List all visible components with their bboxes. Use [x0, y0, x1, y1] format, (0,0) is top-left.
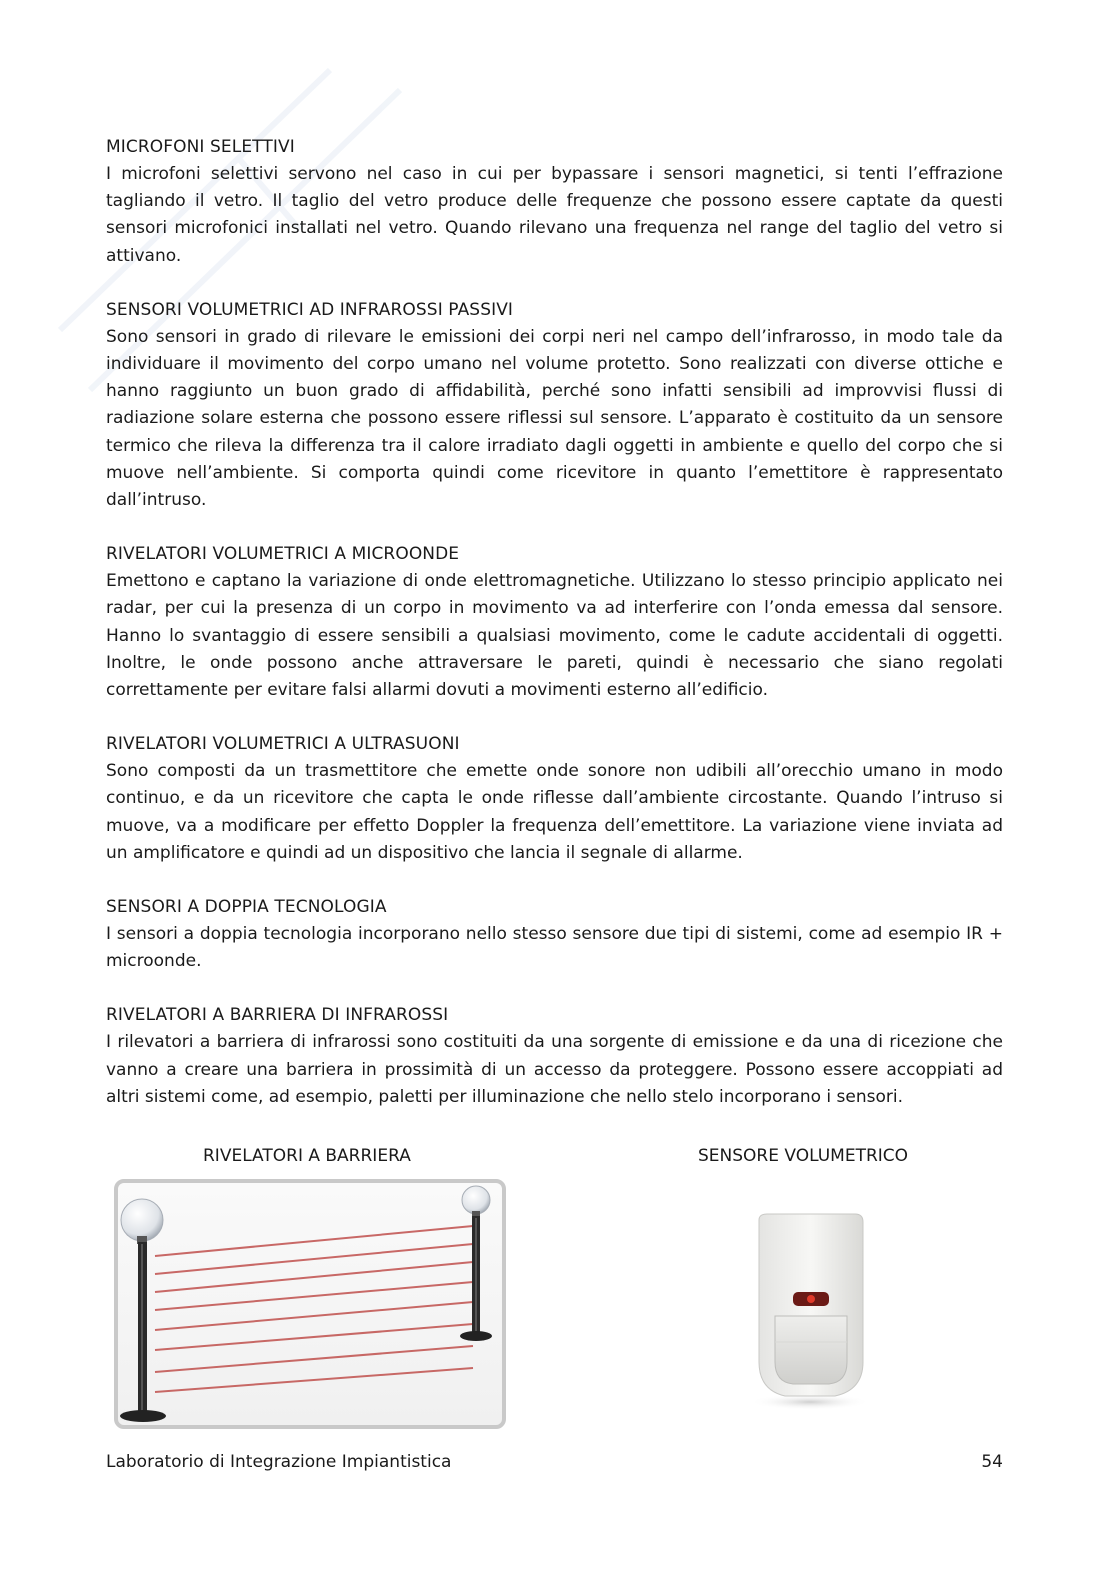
barrier-illustration	[113, 1178, 507, 1430]
section-body: Sono composti da un trasmettitore che emette onde sonore non udibili all’orecchio umano in modo continuo, e da un ricevitore che capta le onde riflesse dall’ambiente circostante. Quando l’intruso si muove, va a modificare per effetto Doppler la frequenza dell’emettitore. La variazione viene inviata ad un amplificatore e quindi ad un dispositivo che lancia il segnale di allarme.	[106, 761, 1003, 863]
section-heading: SENSORI VOLUMETRICI AD INFRAROSSI PASSIVI	[106, 299, 514, 320]
section-heading: MICROFONI SELETTIVI	[106, 137, 295, 157]
pir-sensor-illustration	[745, 1212, 875, 1412]
section-infrarossi-passivi	[106, 297, 1003, 514]
pir-lens	[775, 1316, 847, 1384]
section-ultrasuoni	[106, 731, 1003, 867]
section-doppia-tecnologia	[106, 894, 1003, 975]
section-heading: RIVELATORI A BARRIERA DI INFRAROSSI	[106, 1005, 449, 1026]
led-icon	[807, 1295, 815, 1303]
footer-course-title: Laboratorio di Integrazione Impiantistica	[106, 1452, 452, 1472]
section-body: I rilevatori a barriera di infrarossi sono costituiti da una sorgente di emissione e da una di ricezione che vanno a creare una barriera in prossimità di un accesso da proteggere. Possono essere accoppiati ad altri sistemi come, ad esempio, paletti per illuminazione che nello stelo incorporano i sensori.	[106, 1032, 1003, 1107]
page-footer	[106, 1450, 1003, 1474]
section-body: I microfoni selettivi servono nel caso in cui per bypassare i sensori magnetici, si tenti l’effrazione tagliando il vetro. Il taglio del vetro produce delle frequenze che possono essere captate da questi sensori microfonici installati nel vetro. Quando rilevano una frequenza nel range del taglio del vetro si attivano.	[106, 164, 1003, 266]
section-body: Sono sensori in grado di rilevare le emissioni dei corpi neri nel campo dell’infrarosso, in modo tale da individuare il movimento del corpo umano nel volume protetto. Sono realizzati con diverse ottiche e hanno raggiunto un buon grado di affidabilità, perché sono infatti sensibili ad improvvisi flussi di radiazione solare esterna che possono essere riflessi sul sensore. L’apparato è costituito da un sensore termico che rileva la differenza tra il calore irradiato dagli oggetti in ambiente e quello del corpo che si muove nell’ambiente. Si comporta quindi come ricevitore in quanto l’emettitore è rappresentato dall’intruso.	[106, 326, 1003, 511]
figure-title-barrier: RIVELATORI A BARRIERA	[203, 1146, 411, 1166]
section-heading: RIVELATORI VOLUMETRICI A MICROONDE	[106, 544, 460, 565]
section-microfoni	[106, 134, 1003, 270]
section-microonde	[106, 541, 1003, 704]
page-content	[106, 134, 1003, 1138]
page-number: 54	[981, 1452, 1003, 1472]
section-body: Emettono e captano la variazione di onde elettromagnetiche. Utilizzano lo stesso principio applicato nei radar, per cui la presenza di un corpo in movimento va ad interferire con l’onda emessa dal sensore. Hanno lo svantaggio di essere sensibili a qualsiasi movimento, come le cadute accidentali di oggetti. Inoltre, le onde possono anche attraversare le pareti, quindi è necessario che siano regolati correttamente per evitare falsi allarmi dovuti a movimenti esterno all’edificio.	[106, 571, 1003, 701]
section-heading: SENSORI A DOPPIA TECNOLOGIA	[106, 897, 387, 918]
section-barriera	[106, 1002, 1003, 1111]
figure-title-sensor: SENSORE VOLUMETRICO	[698, 1146, 909, 1166]
section-heading: RIVELATORI VOLUMETRICI A ULTRASUONI	[106, 734, 460, 755]
section-body: I sensori a doppia tecnologia incorporano nello stesso sensore due tipi di sistemi, come ad esempio IR + microonde.	[106, 924, 1003, 972]
